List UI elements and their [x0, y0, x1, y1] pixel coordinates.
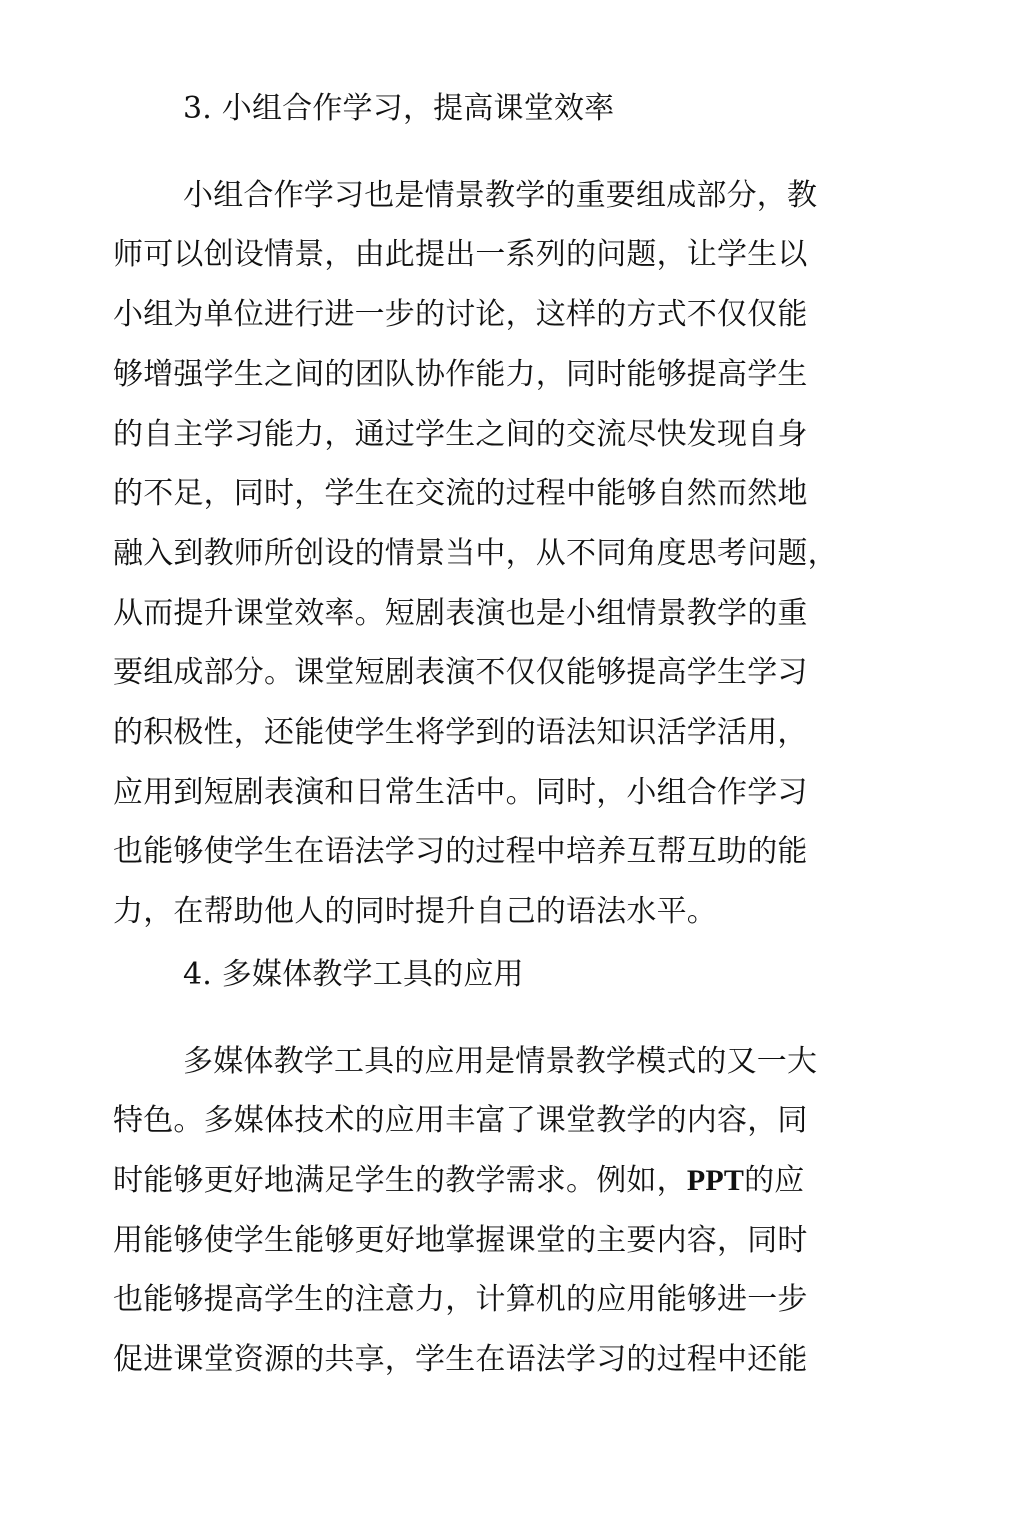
- paragraph-line: 的自主学习能力，通过学生之间的交流尽快发现自身: [113, 417, 808, 452]
- paragraph-line: 用能够使学生能够更好地掌握课堂的主要内容，同时: [113, 1223, 808, 1258]
- paragraph-line: 够增强学生之间的团队协作能力，同时能够提高学生: [113, 357, 808, 392]
- paragraph-line: 多媒体教学工具的应用是情景教学模式的又一大: [183, 1044, 818, 1079]
- paragraph-line: 特色。多媒体技术的应用丰富了课堂教学的内容，同: [113, 1103, 808, 1138]
- paragraph-line: 小组合作学习也是情景教学的重要组成部分，教: [183, 178, 818, 213]
- paragraph-line: 小组为单位进行进一步的讨论，这样的方式不仅仅能: [113, 297, 808, 332]
- paragraph-line: 应用到短剧表演和日常生活中。同时，小组合作学习: [113, 775, 808, 810]
- paragraph-line: 力，在帮助他人的同时提升自己的语法水平。: [113, 894, 717, 929]
- paragraph-line: 的不足，同时，学生在交流的过程中能够自然而然地: [113, 476, 808, 511]
- ppt-term: PPT: [686, 1164, 745, 1197]
- section-3-heading: 3. 小组合作学习，提高课堂效率: [183, 91, 615, 126]
- paragraph-line: 融入到教师所创设的情景当中，从不同角度思考问题，: [113, 536, 838, 571]
- paragraph-line: 从而提升课堂效率。短剧表演也是小组情景教学的重: [113, 596, 808, 631]
- paragraph-text: 的应: [744, 1163, 805, 1198]
- paragraph-line: [113, 1159, 893, 1203]
- paragraph-text: 时能够更好地满足学生的教学需求。例如，: [113, 1163, 687, 1198]
- paragraph-line: 也能够使学生在语法学习的过程中培养互帮互助的能: [113, 834, 808, 869]
- paragraph-line: 师可以创设情景，由此提出一系列的问题，让学生以: [113, 237, 808, 272]
- paragraph-line: 要组成部分。课堂短剧表演不仅仅能够提高学生学习: [113, 655, 808, 690]
- paragraph-line: 也能够提高学生的注意力，计算机的应用能够进一步: [113, 1282, 808, 1317]
- paragraph-line: 促进课堂资源的共享，学生在语法学习的过程中还能: [113, 1342, 808, 1377]
- paragraph-line: 的积极性，还能使学生将学到的语法知识活学活用，: [113, 715, 808, 750]
- section-4-heading: 4. 多媒体教学工具的应用: [183, 957, 524, 992]
